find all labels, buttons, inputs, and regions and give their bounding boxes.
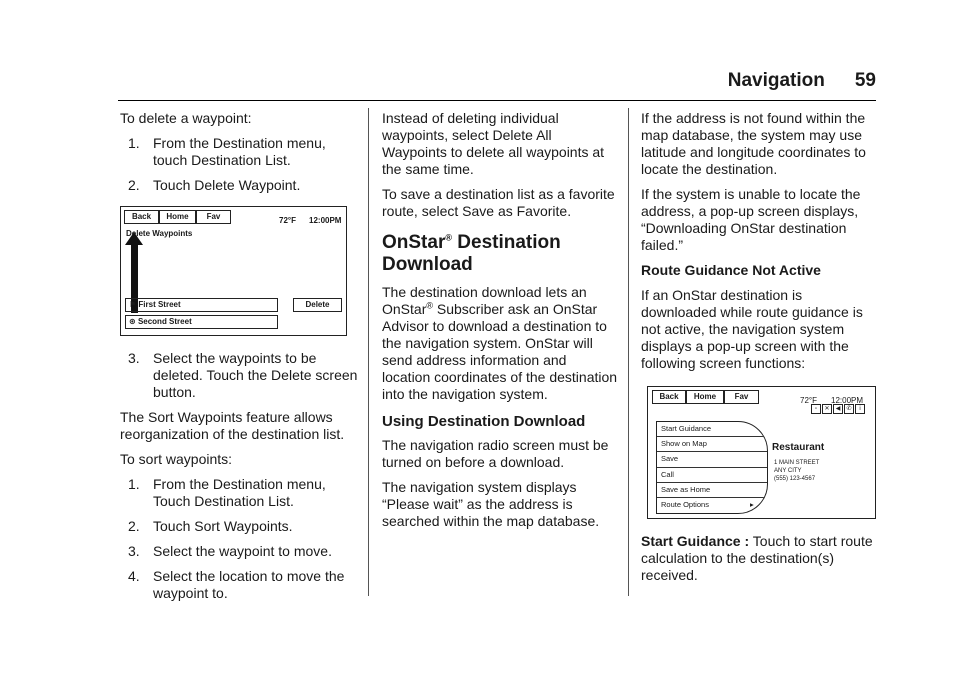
registered-mark-inline: ® xyxy=(426,300,433,311)
delete-all-paragraph: Instead of deleting individual waypoints, select Delete All Waypoints to delete all waypoints at the same time. xyxy=(382,110,605,177)
sort-paragraph: The Sort Waypoints feature allows reorganization of the destination list. xyxy=(120,409,345,442)
menu-save-as-home[interactable]: Save as Home xyxy=(657,483,767,498)
clock-2: 12:00PM xyxy=(831,396,864,405)
info-icon: i xyxy=(855,404,865,414)
sort-step-1: 1. From the Destination menu, Touch Destination List. xyxy=(128,476,326,509)
chevron-right-icon: ▸ xyxy=(750,499,754,509)
sort-step-3: 3. Select the waypoint to move. xyxy=(128,543,332,559)
phone-number: (555) 123-4567 xyxy=(774,476,816,482)
waypoint-second-street[interactable]: ⊛ Second Street xyxy=(125,315,278,329)
sort-step-4: 4. Select the location to move the waypoint to. xyxy=(128,568,345,601)
fav-button[interactable]: Fav xyxy=(196,210,231,224)
menu-start-guidance[interactable]: Start Guidance xyxy=(657,422,767,437)
close-icon: ✕ xyxy=(822,404,832,414)
status-icons xyxy=(811,404,865,414)
delete-button[interactable]: Delete xyxy=(293,298,342,312)
place-name: Restaurant xyxy=(772,442,825,453)
menu-show-on-map[interactable]: Show on Map xyxy=(657,437,767,452)
temperature: 72°F xyxy=(279,216,296,225)
address-not-found-paragraph: If the address is not found within the map database, the system may use latitude and longitude coordinates to locate the destination. xyxy=(641,110,866,177)
delete-waypoints-screen xyxy=(120,206,347,336)
map-icon: ▫ xyxy=(811,404,821,414)
destination-menu xyxy=(656,421,768,514)
address-line-1: 1 MAIN STREET xyxy=(774,460,820,466)
unable-locate-paragraph: If the system is unable to locate the address, a pop-up screen displays, “Downloading OnStar destination failed.” xyxy=(641,186,861,253)
route-not-active-paragraph: If an OnStar destination is downloaded while route guidance is not active, the navigation system displays a pop-up screen with the following screen functions: xyxy=(641,287,863,371)
delete-step-2: 2. Touch Delete Waypoint. xyxy=(128,177,301,193)
delete-intro: To delete a waypoint: xyxy=(120,110,252,126)
sort-step-2: 2. Touch Sort Waypoints. xyxy=(128,518,293,534)
home-button-2[interactable]: Home xyxy=(686,390,724,404)
column-divider-2 xyxy=(628,108,629,596)
onstar-destination-screen xyxy=(647,386,876,519)
page-header xyxy=(728,70,876,92)
fav-button-2[interactable]: Fav xyxy=(724,390,759,404)
delete-step-3-list xyxy=(120,350,358,401)
flag-icon: ⚑ xyxy=(129,300,137,309)
save-favorite-paragraph: To save a destination list as a favorite route, select Save as Favorite. xyxy=(382,186,615,219)
section-title: Navigation xyxy=(727,70,825,91)
temperature-2: 72°F xyxy=(800,396,817,405)
header-rule xyxy=(118,100,876,101)
clock: 12:00PM xyxy=(309,216,342,225)
onstar-heading: OnStar® Destination Download xyxy=(382,232,561,275)
registered-mark: ® xyxy=(445,232,452,243)
onstar-paragraph: The destination download lets an OnStar® Subscriber ask an OnStar Advisor to download a destination to the navigation system. OnStar will send address information and location coordinates of the destination into the navigation system. xyxy=(382,284,618,402)
route-guidance-subheading: Route Guidance Not Active xyxy=(641,262,821,278)
destination-icon: ⊛ xyxy=(129,317,136,326)
delete-step-3: 3. Select the waypoints to be deleted. Touch the Delete screen button. xyxy=(128,350,358,400)
sort-intro: To sort waypoints: xyxy=(120,451,233,467)
back-button-2[interactable]: Back xyxy=(652,390,686,404)
screen-on-paragraph: The navigation radio screen must be turned on before a download. xyxy=(382,437,609,470)
page-number: 59 xyxy=(854,70,876,91)
start-guidance-definition: Start Guidance : Touch to start route calculation to the destination(s) received. xyxy=(641,533,873,583)
column-2 xyxy=(382,110,618,538)
home-button[interactable]: Home xyxy=(159,210,196,224)
menu-call[interactable]: Call xyxy=(657,468,767,483)
delete-steps xyxy=(120,135,358,194)
please-wait-paragraph: The navigation system displays “Please wait” as the address is searched within the map database. xyxy=(382,479,600,529)
screen-title: Delete Waypoints xyxy=(126,229,193,238)
column-3 xyxy=(641,110,879,592)
sort-steps xyxy=(120,476,358,602)
column-divider-1 xyxy=(368,108,369,596)
phone-icon: ✆ xyxy=(844,404,854,414)
waypoint-first-street[interactable]: ⚑ First Street xyxy=(125,298,278,312)
back-button[interactable]: Back xyxy=(124,210,159,224)
column-1 xyxy=(120,110,358,610)
speaker-icon: ◀ xyxy=(833,404,843,414)
using-download-heading: Using Destination Download xyxy=(382,413,586,430)
menu-route-options[interactable]: Route Options ▸ xyxy=(657,498,767,512)
delete-step-1: 1. From the Destination menu, touch Destination List. xyxy=(128,135,326,168)
address-line-2: ANY CITY xyxy=(774,468,802,474)
menu-save[interactable]: Save xyxy=(657,452,767,467)
